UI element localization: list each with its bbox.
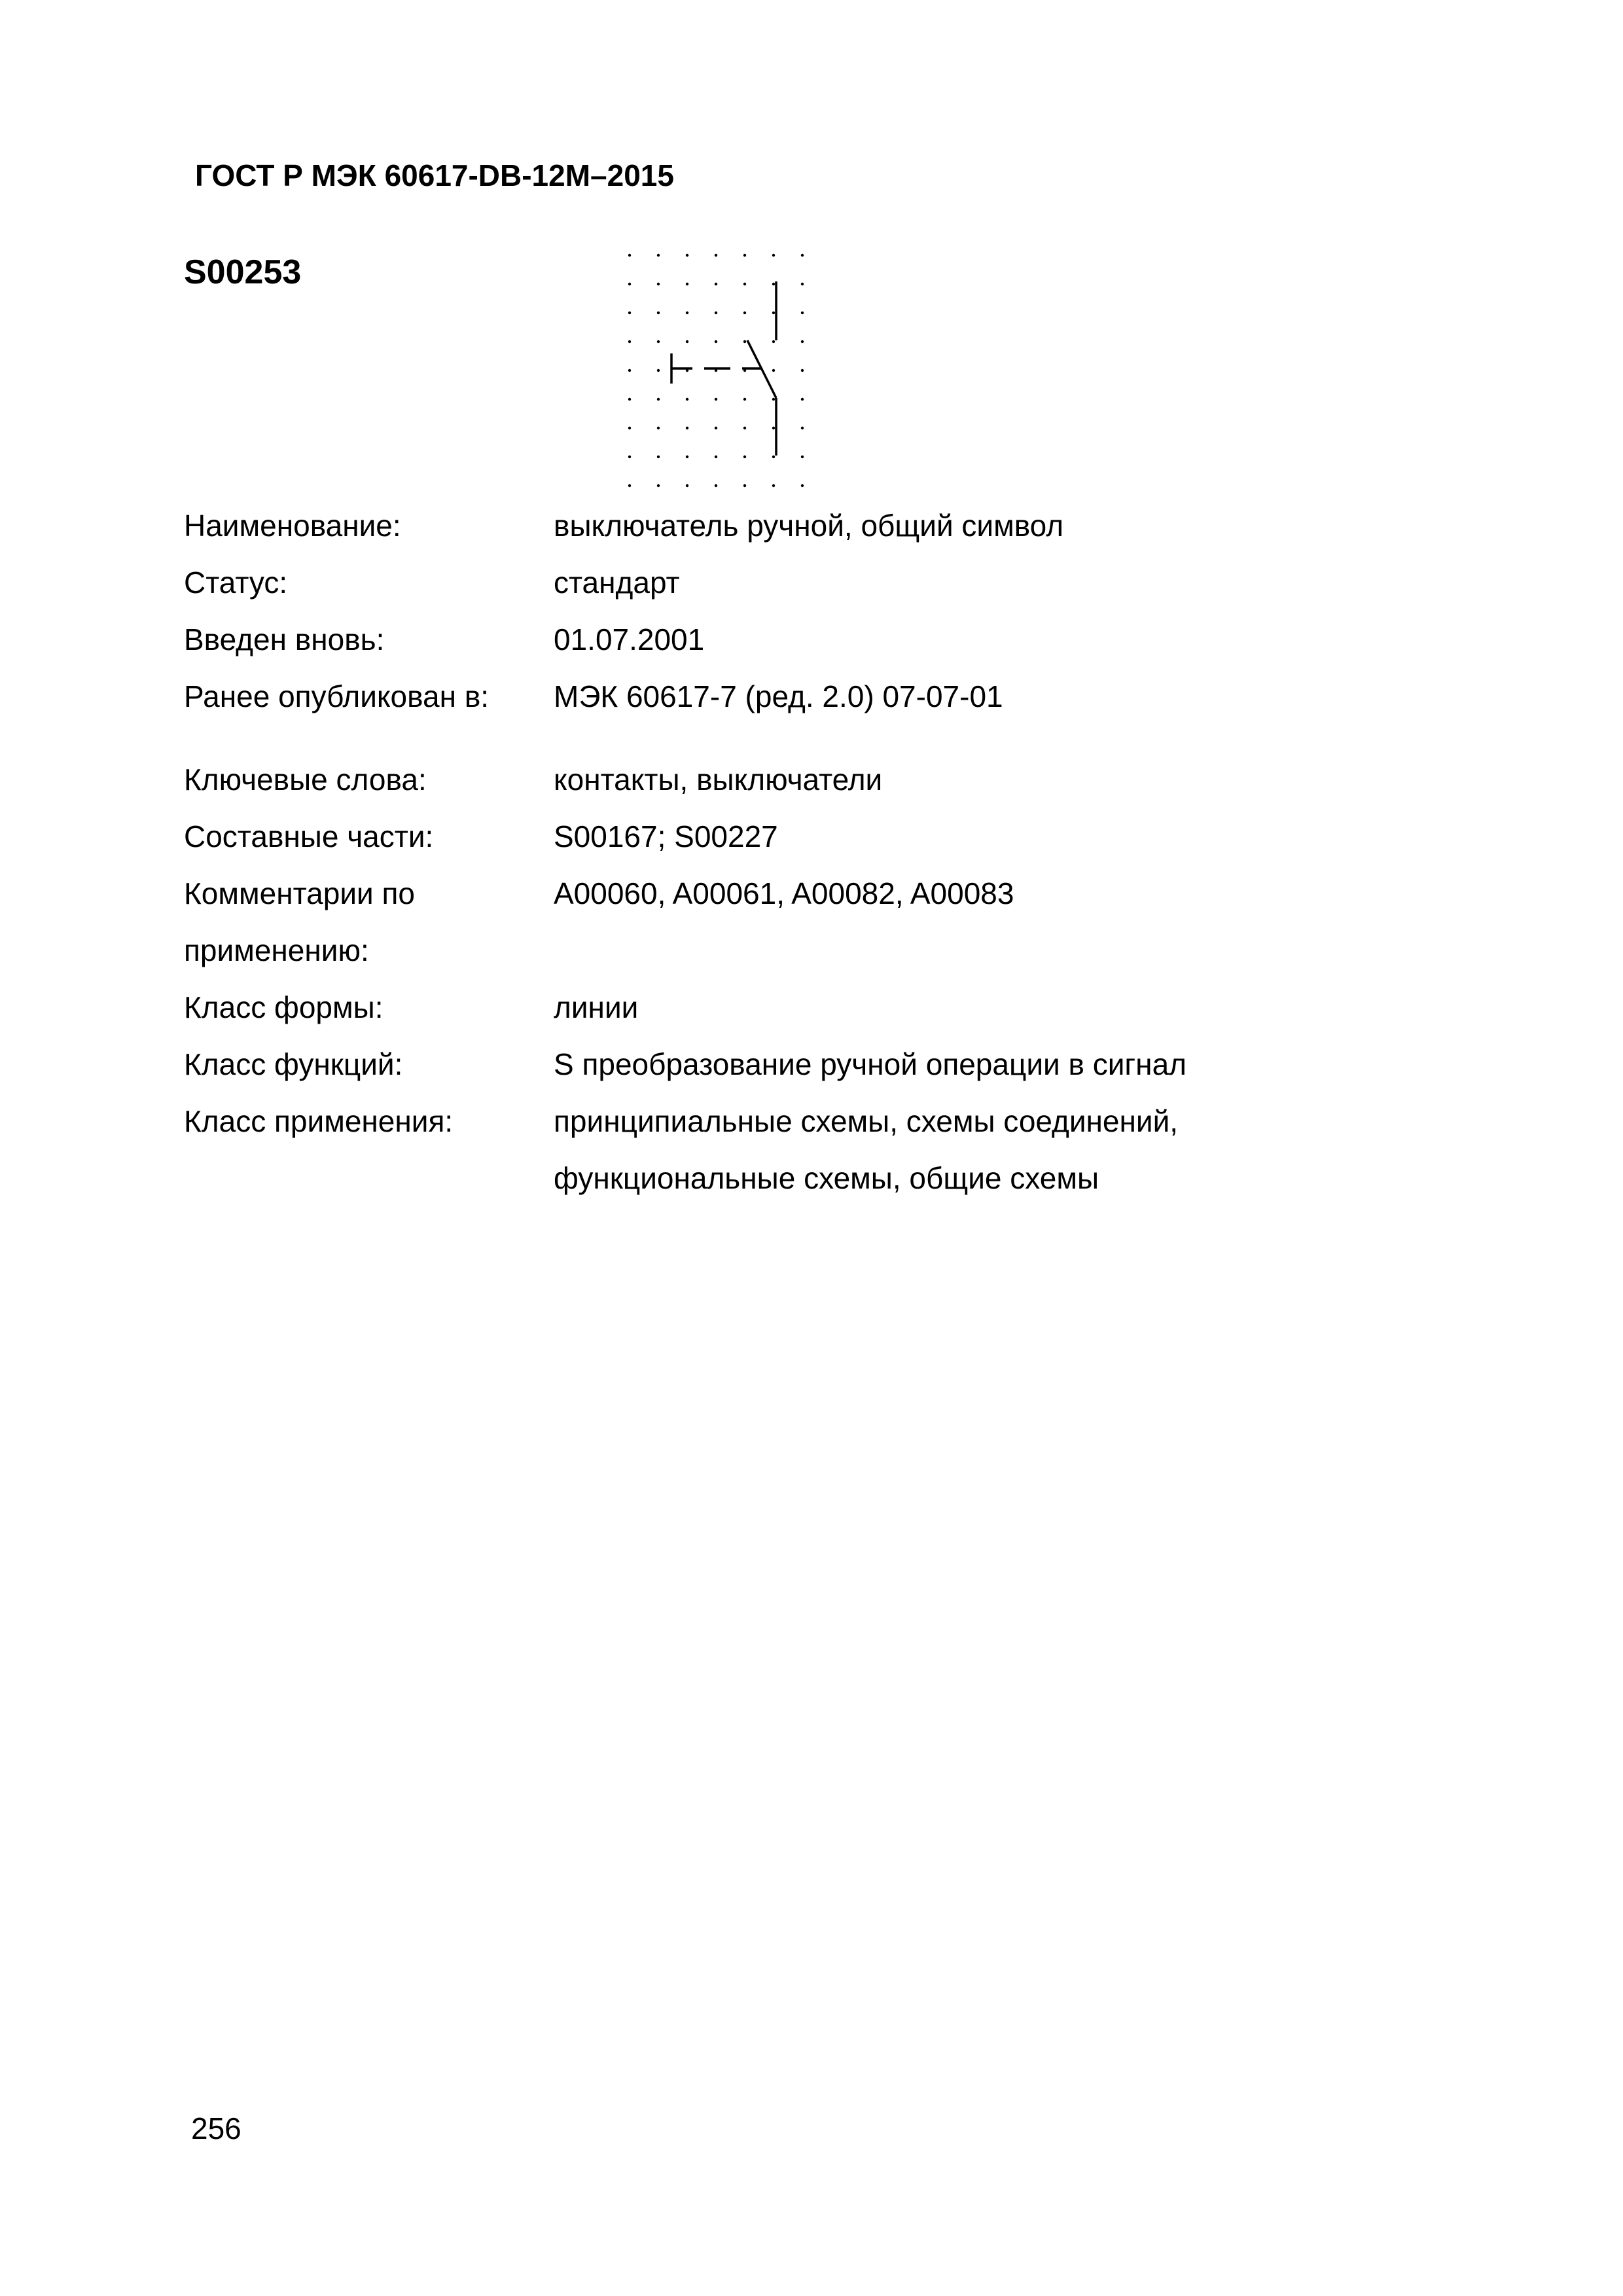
grid-dot — [743, 427, 746, 429]
property-label: Статус: — [184, 565, 288, 600]
property-name — [184, 497, 1493, 554]
grid-dot — [801, 456, 804, 458]
grid-dot — [628, 254, 631, 257]
grid-dot — [628, 398, 631, 401]
grid-dot — [772, 456, 775, 458]
property-value: S00167; S00227 — [554, 819, 778, 853]
grid-dot — [801, 283, 804, 285]
grid-dot — [657, 340, 660, 343]
grid-dot — [628, 312, 631, 314]
grid-dot — [772, 312, 775, 314]
grid-dot — [801, 484, 804, 487]
grid-dot — [801, 312, 804, 314]
grid-dot — [686, 254, 688, 257]
grid-dot — [657, 484, 660, 487]
grid-dot — [686, 456, 688, 458]
grid-dot — [628, 427, 631, 429]
property-label: Класс функций: — [184, 1047, 403, 1081]
grid-dot — [772, 369, 775, 372]
property-value — [554, 1093, 1493, 1207]
grid-dot — [657, 427, 660, 429]
property-value-line: функциональные схемы, общие схемы — [554, 1161, 1099, 1195]
grid-dot — [801, 340, 804, 343]
property-label: Класс формы: — [184, 990, 383, 1024]
property-value-line: принципиальные схемы, схемы соединений, — [554, 1104, 1179, 1138]
grid-dot — [772, 254, 775, 257]
grid-dot — [628, 340, 631, 343]
property-label: Ключевые слова: — [184, 762, 427, 797]
property-value: S преобразование ручной операции в сигнал — [554, 1047, 1187, 1081]
property-label: Составные части: — [184, 819, 434, 853]
page-number: 256 — [191, 2111, 241, 2145]
grid-dot — [801, 254, 804, 257]
grid-dot — [772, 398, 775, 401]
grid-dot — [715, 283, 717, 285]
grid-dot — [772, 340, 775, 343]
grid-dot — [743, 456, 746, 458]
grid-dot — [801, 427, 804, 429]
document-header: ГОСТ Р МЭК 60617-DB-12M–2015 — [195, 158, 674, 192]
grid-dot — [715, 254, 717, 257]
symbol-id: S00253 — [184, 253, 302, 291]
grid-dot — [801, 398, 804, 401]
grid-dot — [657, 456, 660, 458]
grid-dot — [715, 456, 717, 458]
grid-dot — [743, 340, 746, 343]
grid-dot — [743, 283, 746, 285]
property-keywords — [184, 751, 1493, 808]
property-value: МЭК 60617-7 (ред. 2.0) 07-07-01 — [554, 679, 1003, 713]
grid-dot — [628, 369, 631, 372]
property-published — [184, 668, 1493, 725]
grid-dot — [743, 254, 746, 257]
property-value: 01.07.2001 — [554, 622, 705, 656]
grid-dot — [657, 369, 660, 372]
grid-dot — [715, 312, 717, 314]
property-label: Введен вновь: — [184, 622, 385, 656]
symbol-properties — [184, 497, 1493, 1207]
grid-dot — [657, 398, 660, 401]
property-label: Класс применения: — [184, 1104, 454, 1138]
grid-dot — [715, 427, 717, 429]
property-comments — [184, 865, 1493, 979]
grid-dot — [686, 484, 688, 487]
grid-dot — [686, 283, 688, 285]
property-shape-class — [184, 979, 1493, 1036]
property-label: Наименование: — [184, 509, 401, 543]
property-value: A00060, A00061, A00082, A00083 — [554, 876, 1014, 910]
property-value: контакты, выключатели — [554, 762, 883, 797]
property-value: выключатель ручной, общий символ — [554, 509, 1064, 543]
grid-dot — [715, 340, 717, 343]
grid-dot — [686, 312, 688, 314]
manual-switch-symbol — [615, 242, 818, 491]
property-function-class — [184, 1036, 1493, 1093]
grid-dot — [657, 312, 660, 314]
grid-dot — [715, 398, 717, 401]
property-value: линии — [554, 990, 639, 1024]
property-label: Комментарии по применению: — [184, 876, 415, 967]
grid-dot — [686, 340, 688, 343]
grid-dot — [686, 427, 688, 429]
grid-dot — [743, 398, 746, 401]
grid-dot — [686, 398, 688, 401]
grid-dot — [772, 283, 775, 285]
grid-dot — [772, 427, 775, 429]
grid-dot — [772, 484, 775, 487]
grid-dot — [657, 254, 660, 257]
grid-dot — [628, 484, 631, 487]
property-introduced — [184, 611, 1493, 668]
property-status — [184, 554, 1493, 611]
grid-dot — [628, 283, 631, 285]
grid-dot — [628, 456, 631, 458]
grid-dot — [801, 369, 804, 372]
grid-dot — [743, 312, 746, 314]
property-value: стандарт — [554, 565, 680, 600]
property-label: Ранее опубликован в: — [184, 679, 490, 713]
symbol-grid — [628, 254, 804, 487]
property-parts — [184, 808, 1493, 865]
property-application-class — [184, 1093, 1493, 1207]
grid-dot — [743, 484, 746, 487]
grid-dot — [715, 484, 717, 487]
grid-dot — [657, 283, 660, 285]
